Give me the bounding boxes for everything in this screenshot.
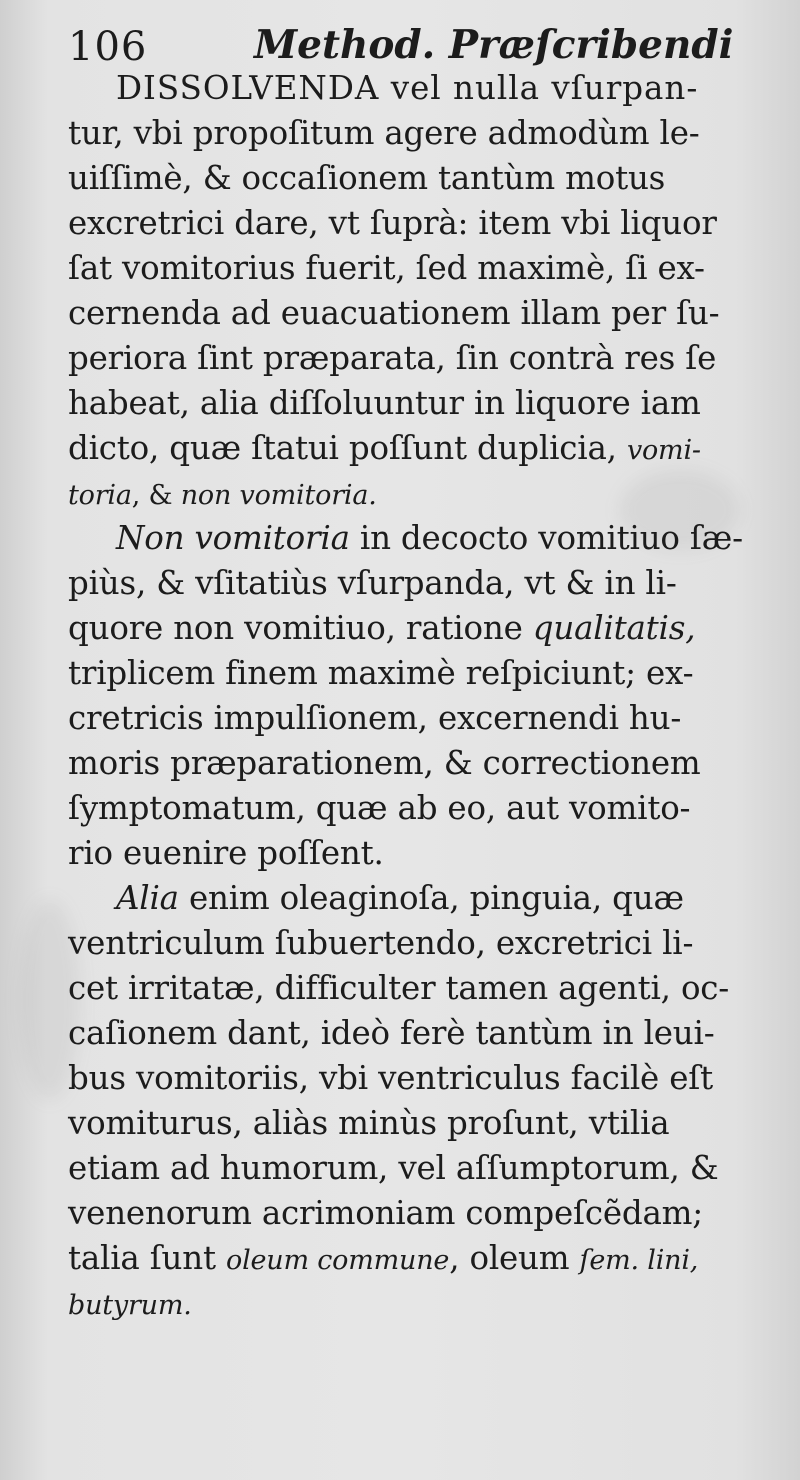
line-text: , oleum	[449, 1239, 580, 1277]
line-text: periora ſint præparata, ſin contrà res ſe	[68, 339, 717, 377]
text-line	[68, 741, 786, 786]
line-text: talia ſunt	[68, 1239, 227, 1277]
line-text: cet irritatæ, difficulter tamen agenti, oc-	[68, 969, 730, 1007]
line-text: ventriculum ſubuertendo, excretrici li-	[68, 924, 694, 962]
line-text: triplicem finem maximè reſpiciunt; ex-	[68, 654, 694, 692]
italic-text: butyrum.	[68, 1290, 192, 1321]
line-text: enim oleaginoſa, pinguia, quæ	[178, 879, 684, 917]
paragraph-dissolvenda	[68, 66, 786, 516]
text-line	[68, 831, 786, 876]
text-line	[68, 516, 786, 561]
line-text: excretrici dare, vt ſuprà: item vbi liquor	[68, 204, 717, 242]
paragraph-alia	[68, 876, 786, 1326]
paragraph-non-vomitoria	[68, 516, 786, 876]
line-text: DISSOLVENDA vel nulla vſurpan-	[116, 69, 699, 107]
italic-text: Non vomitoria	[116, 519, 350, 557]
text-line	[68, 291, 786, 336]
line-text: rio euenire poſſent.	[68, 834, 384, 872]
italic-text: toria	[68, 480, 132, 511]
running-head	[68, 14, 768, 74]
text-line	[68, 606, 786, 651]
text-line	[68, 1101, 786, 1146]
line-text: tur, vbi propoſitum agere admodùm le-	[68, 114, 700, 152]
italic-text: non vomitoria.	[180, 480, 377, 511]
line-text: cernenda ad euacuationem illam per ſu-	[68, 294, 720, 332]
line-text: moris præparationem, & correctionem	[68, 744, 701, 782]
text-line	[68, 696, 786, 741]
line-text: , &	[131, 480, 181, 511]
text-line	[68, 786, 786, 831]
line-text: uiſſimè, & occaſionem tantùm motus	[68, 159, 666, 197]
italic-text: vomi-	[626, 435, 701, 466]
text-line	[68, 1056, 786, 1101]
text-line	[68, 381, 786, 426]
text-line	[68, 1011, 786, 1056]
line-text: venenorum acrimoniam compeſcẽdam;	[68, 1194, 704, 1232]
italic-text: oleum commune	[226, 1245, 450, 1276]
text-line	[68, 471, 786, 516]
text-line	[68, 336, 786, 381]
text-line	[68, 1236, 786, 1281]
italic-text: qualitatis,	[532, 609, 696, 647]
text-line	[68, 246, 786, 291]
text-line	[68, 876, 786, 921]
line-text: caſionem dant, ideò ferè tantùm in leui-	[68, 1014, 715, 1052]
text-line	[68, 1146, 786, 1191]
line-text: in decocto vomitiuo ſæ-	[349, 519, 743, 557]
text-line	[68, 966, 786, 1011]
line-text: habeat, alia diſſoluuntur in liquore iam	[68, 384, 701, 422]
text-line	[68, 66, 786, 111]
line-text: bus vomitoriis, vbi ventriculus facilè eſt	[68, 1059, 713, 1097]
text-line	[68, 921, 786, 966]
text-line	[68, 111, 786, 156]
italic-text: ſem. lini,	[579, 1245, 699, 1276]
text-line	[68, 561, 786, 606]
text-line	[68, 651, 786, 696]
page-number: 106	[68, 24, 148, 70]
line-text: ſat vomitorius fuerit, ſed maximè, ſi ex-	[68, 249, 705, 287]
line-text: quore non vomitiuo, ratione	[68, 609, 533, 647]
line-text: etiam ad humorum, vel aſſumptorum, &	[68, 1149, 719, 1187]
italic-text: Alia	[116, 879, 179, 917]
line-text: vomiturus, aliàs minùs proſunt, vtilia	[68, 1104, 670, 1142]
text-line	[68, 426, 786, 471]
text-line	[68, 156, 786, 201]
body-text	[68, 66, 786, 1326]
text-line	[68, 1281, 786, 1326]
line-text: dicto, quæ ſtatui poſſunt duplicia,	[68, 429, 627, 467]
line-text: cretricis impulſionem, excernendi hu-	[68, 699, 682, 737]
line-text: ſymptomatum, quæ ab eo, aut vomito-	[68, 789, 691, 827]
line-text: piùs, & vſitatiùs vſurpanda, vt & in li-	[68, 564, 677, 602]
text-line	[68, 1191, 786, 1236]
text-line	[68, 201, 786, 246]
running-title: Method. Præſcribendi	[254, 22, 734, 68]
